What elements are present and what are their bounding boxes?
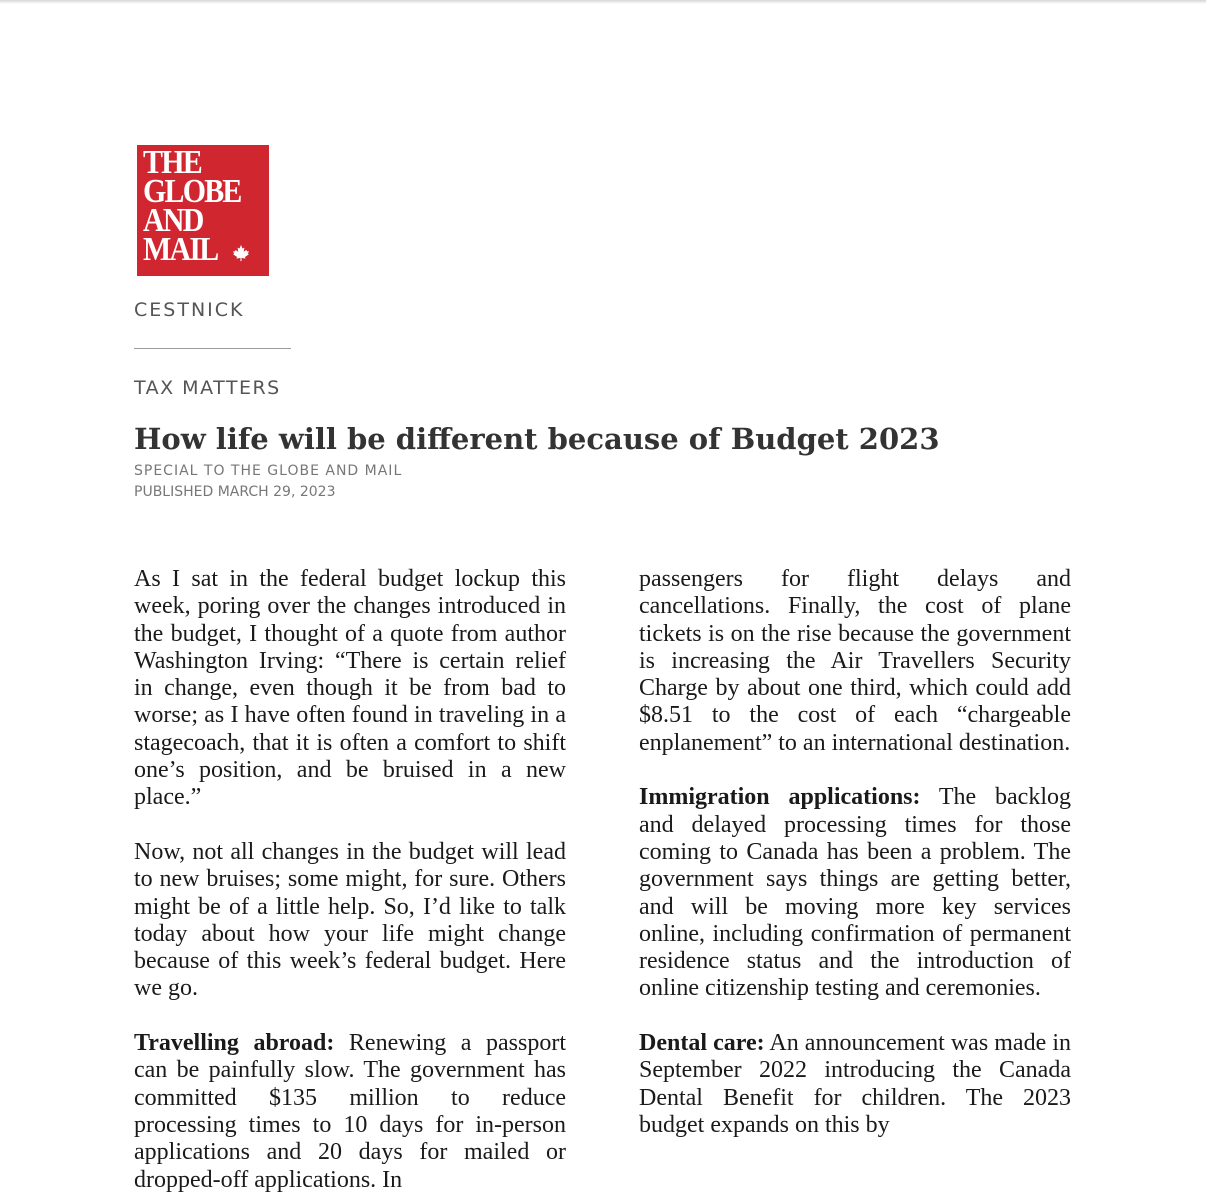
paragraph-lead: Dental care: [639,1030,765,1057]
paragraph-travelling-abroad [134,1030,566,1194]
logo-line-1: THE [143,145,201,181]
column-kicker[interactable]: TAX MATTERS [134,377,281,399]
paragraph-lead: Immigration applications: [639,784,921,811]
paragraph-text: Renewing a passport can be painfully slow. The government has committed $135 million to reduce processing times to 10 days for in-person applications and 20 days for mailed or dropped-off applications. In [134,1030,566,1193]
article-column-left [134,566,566,1196]
article-column-right [639,566,1071,1167]
paragraph-text: As I sat in the federal budget lockup this week, poring over the changes introduced in the budget, I thought of a quote from author Washington Irving: “There is certain relief in change, even though it be from bad to worse; as I have often found in traveling in a stagecoach, that it is often a comfort to shift one’s position, and be bruised in a new place.” [134,566,566,811]
article-headline: How life will be different because of Budget 2023 [134,422,940,456]
logo-line-2: GLOBE [143,173,241,210]
paragraph-overview [134,839,566,1003]
paragraph-intro [134,566,566,812]
maple-leaf-icon [232,244,250,262]
paragraph-text: passengers for flight delays and cancellations. Finally, the cost of plane tickets is on the rise because the government is increasing the Air Travellers Security Charge by about one third, which could add $8.51 to the cost of each “chargeable enplanement” to an international destination. [639,566,1071,756]
top-edge-shadow [0,0,1206,4]
paragraph-text: An announcement was made in September 2022 introducing the Canada Dental Benefit for children. The 2023 budget expands on this by [639,1030,1071,1138]
publish-date: PUBLISHED MARCH 29, 2023 [134,484,336,500]
section-name[interactable]: CESTNICK [134,299,245,321]
paragraph-dental-care [639,1030,1071,1139]
byline: SPECIAL TO THE GLOBE AND MAIL [134,463,403,479]
paragraph-lead: Travelling abroad: [134,1030,335,1057]
section-divider [134,348,291,349]
logo-line-4: MAIL [143,231,218,268]
globe-and-mail-logo[interactable] [137,145,269,276]
paragraph-text: Now, not all changes in the budget will lead to new bruises; some might, for sure. Others might be of a little help. So, I’d like to talk today about how your life might change because of this week’s federal budget. Here we go. [134,838,566,1002]
logo-line-3: AND [143,202,203,239]
paragraph-immigration [639,784,1071,1002]
paragraph-flights [639,566,1071,757]
paragraph-text: The backlog and delayed processing times for those coming to Canada has been a problem. The government says things are getting better, and will be moving more key services online, including confirmation of permanent residence status and the introduction of online citizenship testing and ceremonies. [639,784,1071,1002]
